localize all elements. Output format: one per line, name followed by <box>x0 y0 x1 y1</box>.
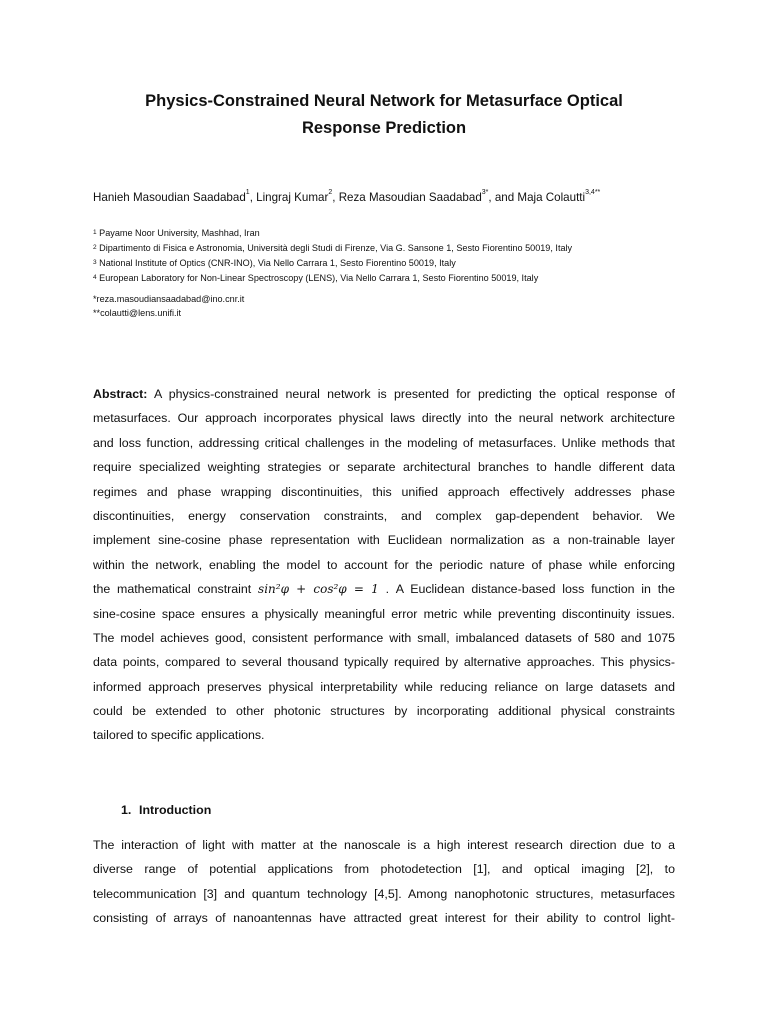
author-2-affil: 2 <box>328 189 333 196</box>
abstract-line: could be extended to other photonic structures by incorporating additional physical constraints <box>93 704 675 719</box>
affiliation-item <box>93 256 572 271</box>
body-line: The interaction of light with matter at the nanoscale is a high interest research direction due to a <box>93 838 675 852</box>
abstract-line: metasurfaces. Our approach incorporates physical laws directly into the neural network architecture <box>93 411 675 426</box>
constraint-equation: sin²φ + cos²φ = 1 <box>258 582 379 597</box>
author-3-affil: 3* <box>481 189 489 196</box>
abstract-text: the mathematical constraint <box>93 582 259 597</box>
author-1-affil: 1 <box>245 189 250 196</box>
abstract-line: implement sine-cosine phase representation with Euclidean normalization as a non-trainable layer <box>93 533 675 548</box>
affiliation-number: 3 <box>93 259 97 266</box>
author-3: Reza Masoudian Saadabad <box>338 191 482 204</box>
author-4: Maja Colautti <box>517 191 586 204</box>
author-separator: , and <box>488 191 518 204</box>
abstract-line: tailored to specific applications. <box>93 728 265 743</box>
author-4-affil: 3,4** <box>585 189 601 196</box>
author-list <box>93 191 600 204</box>
abstract-text: A physics-constrained neural network is presented for predicting the optical response of <box>147 387 675 401</box>
abstract-line: regimes and phase wrapping discontinuities, this unified approach effectively addresses phase <box>93 484 675 499</box>
affiliation-number: 1 <box>93 229 97 236</box>
affiliation-text: National Institute of Optics (CNR-INO), Via Nello Carrara 1, Sesto Fiorentino 50019, Italy <box>96 258 456 268</box>
body-line: consisting of arrays of nanoantennas have attracted great interest for their ability to control light- <box>93 911 675 926</box>
author-separator: , <box>249 191 257 204</box>
section-title: Introduction <box>139 803 212 817</box>
author-1: Hanieh Masoudian Saadabad <box>93 191 246 204</box>
contact-emails <box>93 292 244 320</box>
abstract <box>93 382 675 748</box>
abstract-line: within the network, enabling the model to account for the periodic nature of phase while enforcing <box>93 557 675 572</box>
affiliation-item <box>93 271 572 286</box>
abstract-line: sine-cosine space ensures a physically meaningful error metric while preventing discontinuity issues. <box>93 606 675 621</box>
email-link[interactable]: *reza.masoudiansaadabad@ino.cnr.it <box>93 294 245 304</box>
title-line-2: Response Prediction <box>301 119 467 137</box>
author-separator: , <box>332 191 339 204</box>
abstract-line: discontinuities, energy conservation constraints, and complex gap-dependent behavior. We <box>93 508 675 523</box>
affiliation-text: Dipartimento di Fisica e Astronomia, Università degli Studi di Firenze, Via G. Sansone 1, Sesto Fiorentino 50019, Italy <box>96 243 573 253</box>
title-line-1: Physics-Constrained Neural Network for Metasurface Optical <box>145 92 623 110</box>
section-heading <box>121 803 211 817</box>
abstract-text: . A Euclidean distance-based loss function in the <box>385 582 675 597</box>
paper-title <box>80 88 688 142</box>
abstract-line: and loss function, addressing critical challenges in the modeling of metasurfaces. Unlike methods that <box>93 435 675 450</box>
author-2: Lingraj Kumar <box>256 191 329 204</box>
abstract-line: require specialized weighting strategies or separate architectural branches to handle different data <box>93 460 675 475</box>
abstract-line: The model achieves good, consistent performance with small, imbalanced datasets of 580 and 1075 <box>93 630 675 645</box>
abstract-label: Abstract: <box>93 387 148 401</box>
abstract-line <box>93 382 675 406</box>
affiliation-item <box>93 241 572 256</box>
abstract-line: data points, compared to several thousand typically required by alternative approaches. This physics- <box>93 655 675 670</box>
email-link[interactable]: **colautti@lens.unifi.it <box>93 308 182 318</box>
affiliation-item <box>93 226 572 241</box>
body-line: telecommunication [3] and quantum technology [4,5]. Among nanophotonic structures, metasurfaces <box>93 886 675 901</box>
affiliation-number: 4 <box>93 274 97 281</box>
affiliation-text: European Laboratory for Non-Linear Spectroscopy (LENS), Via Nello Carrara 1, Sesto Fiorentino 50019, Italy <box>96 273 539 283</box>
affiliation-list <box>93 226 572 286</box>
affiliation-number: 2 <box>93 244 97 251</box>
abstract-line: informed approach preserves physical interpretability while reducing reliance on large datasets and <box>93 679 675 694</box>
section-number: 1. <box>121 803 132 817</box>
abstract-line <box>93 577 675 601</box>
introduction-body <box>93 833 675 931</box>
affiliation-text: Payame Noor University, Mashhad, Iran <box>96 228 260 238</box>
body-line: diverse range of potential applications from photodetection [1], and optical imaging [2], to <box>93 862 675 877</box>
